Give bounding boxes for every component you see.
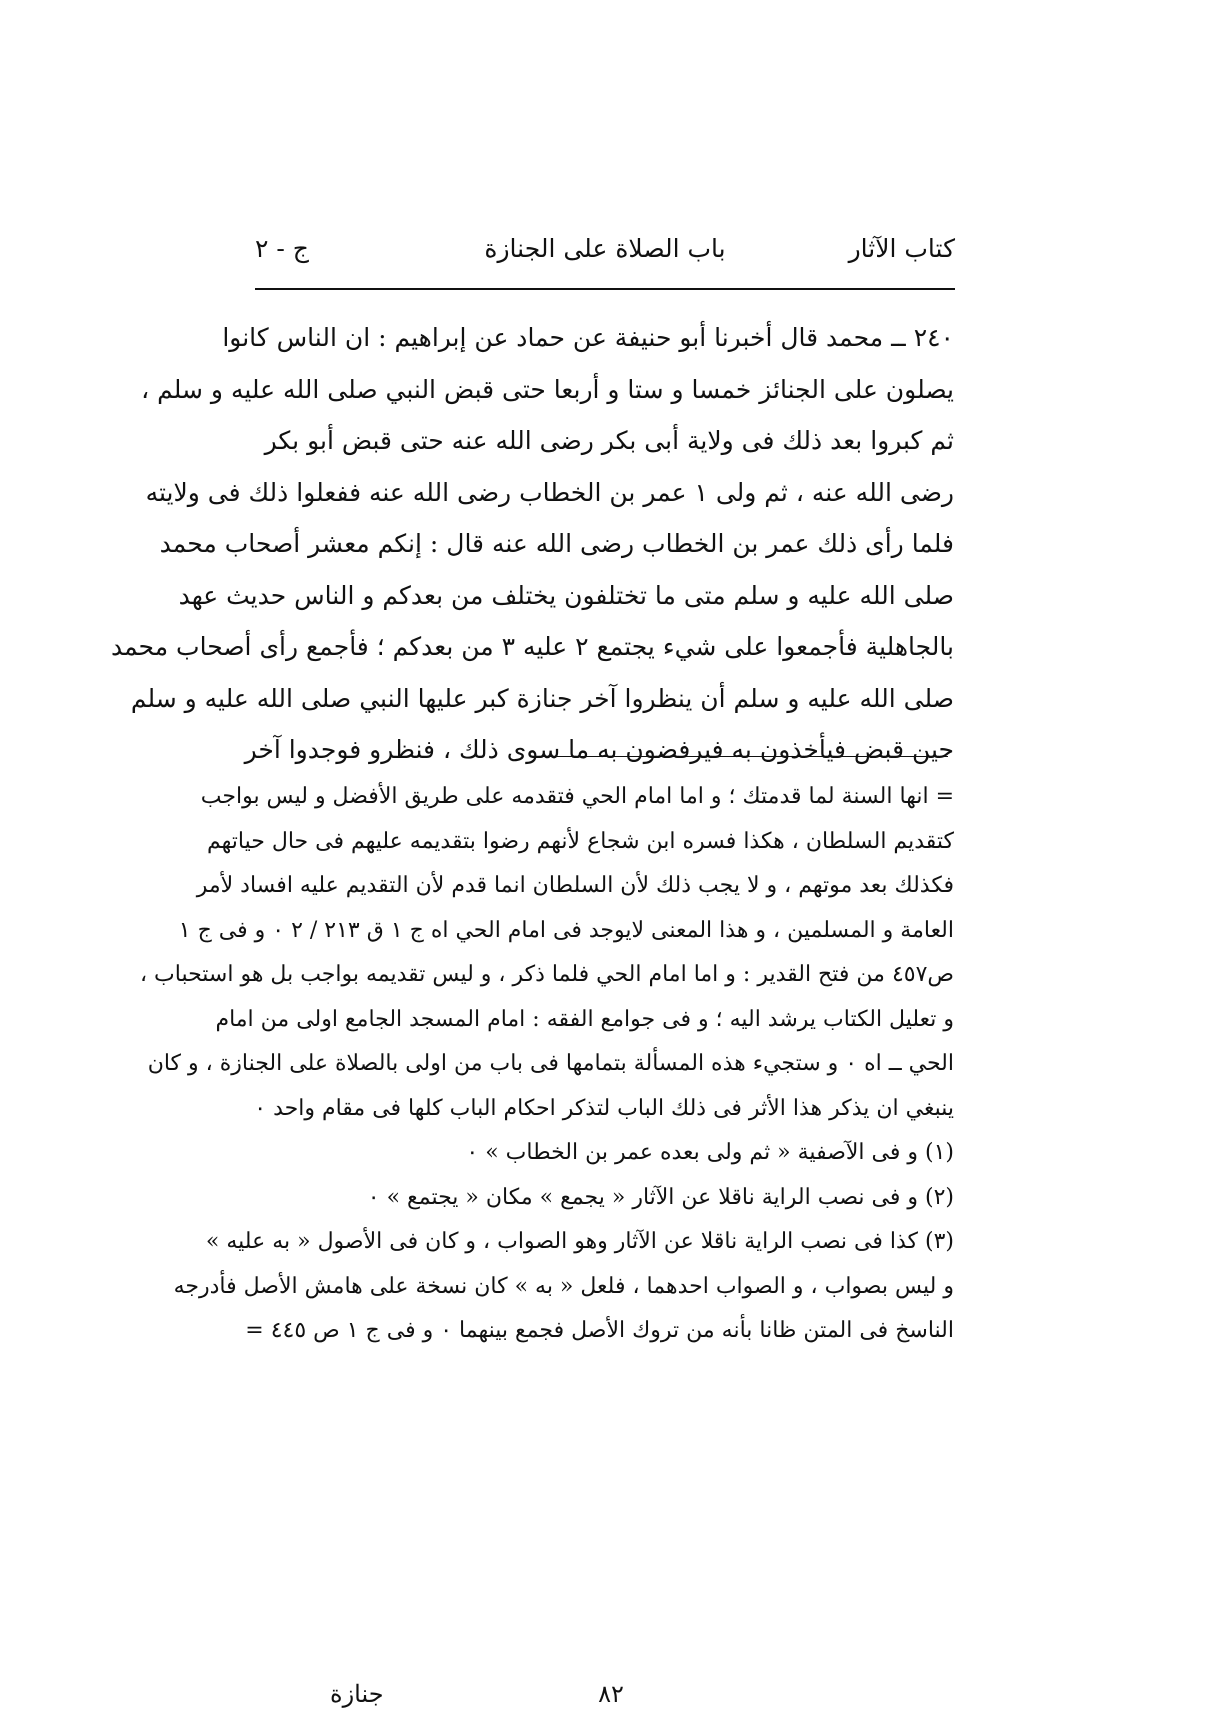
footnote-line: (٢) و فى نصب الراية ناقلا عن الآثار « يجمع » مكان « يجتمع » ٠ (367, 1184, 954, 1210)
footnote-line: ينبغي ان يذكر هذا الأثر فى ذلك الباب لتذكر احكام الباب كلها فى مقام واحد ٠ (254, 1095, 954, 1121)
header-chapter-title: باب الصلاة على الجنازة (484, 234, 726, 263)
main-text-line: صلى الله عليه و سلم أن ينظروا آخر جنازة كبر عليها النبي صلى الله عليه و سلم (130, 683, 954, 713)
footnote-line: كتقديم السلطان ، هكذا فسره ابن شجاع لأنهم رضوا بتقديمه عليهم فى حال حياتهم (207, 828, 954, 854)
footnotes-block (139, 775, 954, 1354)
main-text-line: فلما رأى ذلك عمر بن الخطاب رضى الله عنه قال : إنكم معشر أصحاب محمد (159, 529, 954, 558)
header-book-title: كتاب الآثار (848, 234, 955, 263)
main-text-block (110, 312, 954, 776)
main-text-line: صلى الله عليه و سلم متى ما تختلفون يختلف من بعدكم و الناس حديث عهد (178, 580, 954, 610)
footnote-line: (٣) كذا فى نصب الراية ناقلا عن الآثار وهو الصواب ، و كان فى الأصول « به عليه » (205, 1229, 954, 1254)
footnote-line: و تعليل الكتاب يرشد اليه ؛ و فى جوامع الفقه : امام المسجد الجامع اولى من امام (215, 1006, 954, 1032)
footnote-line: (١) و فى الآصفية « ثم ولى بعده عمر بن الخطاب » ٠ (466, 1140, 954, 1165)
footnote-line: الناسخ فى المتن ظانا بأنه من تروك الأصل فجمع بينهما ٠ و فى ج ١ ص ٤٤٥ = (245, 1318, 954, 1343)
main-text-line: ٢٤٠ ــ محمد قال أخبرنا أبو حنيفة عن حماد عن إبراهيم : ان الناس كانوا (222, 323, 954, 352)
header-volume: ج - ٢ (255, 234, 309, 263)
main-text-line: حين قبض فيأخذون به فيرفضون به ما سوى ذلك ، فنظرو فوجدوا آخر (244, 735, 954, 764)
main-text-line: رضى الله عنه ، ثم ولى ١ عمر بن الخطاب رضى الله عنه ففعلوا ذلك فى ولايته (145, 477, 954, 507)
footnote-line: = انها السنة لما قدمتك ؛ و اما امام الحي فتقدمه على طريق الأفضل و ليس بواجب (200, 784, 954, 809)
page-footer (268, 1680, 954, 1714)
page-number: ٨٢ (598, 1680, 624, 1708)
signature-mark: جنازة (330, 1680, 384, 1708)
footnote-line: و ليس بصواب ، و الصواب احدهما ، فلعل « به » كان نسخة على هامش الأصل فأدرجه (173, 1273, 954, 1299)
footnote-line: العامة و المسلمين ، و هذا المعنى لايوجد فى امام الحي اه ج ١ ق ٢١٣ / ٢ ٠ و فى ج ١ (178, 917, 954, 943)
footnote-line: الحي ــ اه ٠ و ستجيء هذه المسألة بتمامها فى باب من اولى بالصلاة على الجنازة ، و كان (147, 1051, 954, 1076)
running-header (255, 228, 955, 276)
footnote-separator (530, 756, 948, 757)
header-rule (255, 288, 955, 290)
main-text-line: ثم كبروا بعد ذلك فى ولاية أبى بكر رضى الله عنه حتى قبض أبو بكر (264, 426, 954, 455)
footnote-line: فكذلك بعد موتهم ، و لا يجب ذلك لأن السلطان انما قدم لأن التقديم عليه افساد لأمر (196, 873, 954, 898)
footnote-line: ص٤٥٧ من فتح القدير : و اما امام الحي فلما ذكر ، و ليس تقديمه بواجب بل هو استحباب ، (139, 962, 954, 987)
main-text-line: بالجاهلية فأجمعوا على شيء يجتمع ٢ عليه ٣ من بعدكم ؛ فأجمع رأى أصحاب محمد (110, 632, 954, 661)
main-text-line: يصلون على الجنائز خمسا و ستا و أربعا حتى قبض النبي صلى الله عليه و سلم ، (141, 374, 954, 404)
